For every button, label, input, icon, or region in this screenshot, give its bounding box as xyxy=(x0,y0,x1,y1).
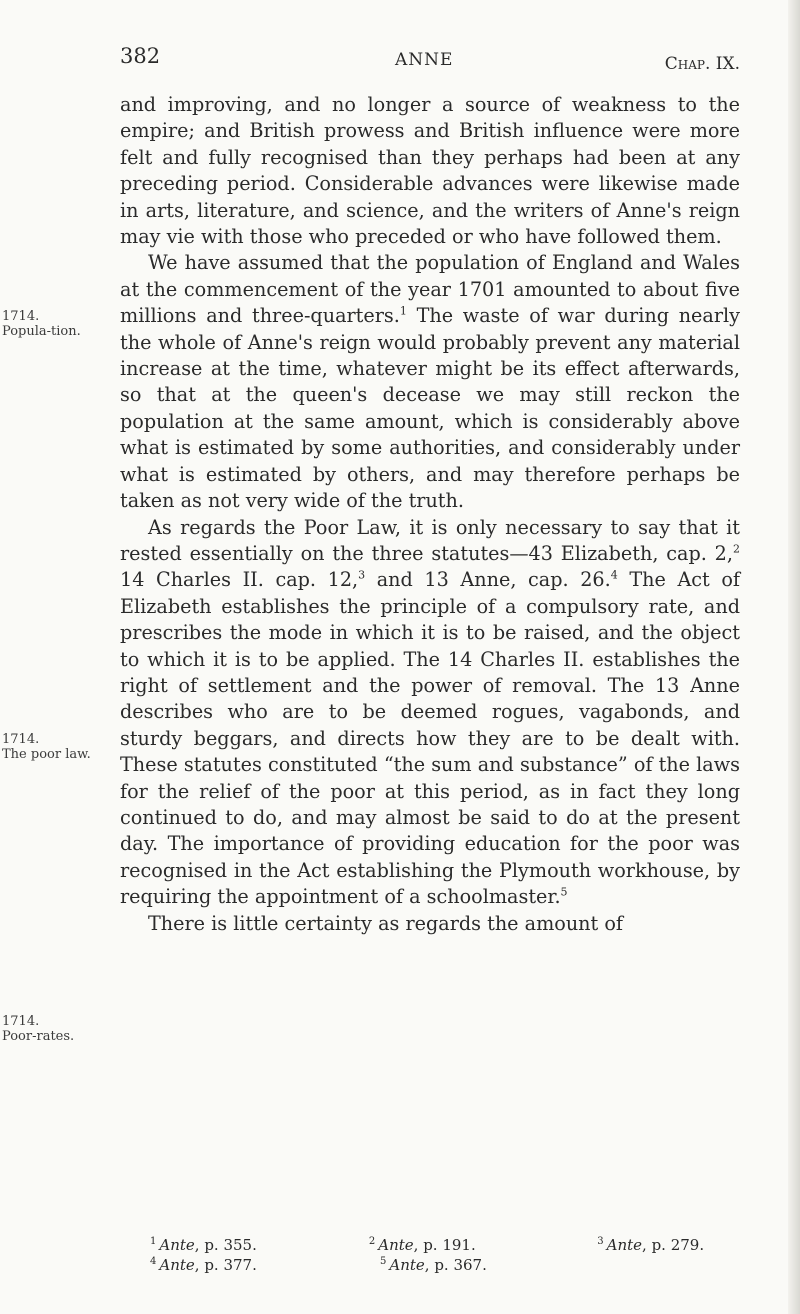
footnote-row xyxy=(120,1255,740,1275)
footnote-source: Ante xyxy=(159,1256,195,1274)
running-title: ANNE xyxy=(395,50,454,70)
footnote-page: , p. 279. xyxy=(642,1236,705,1254)
footnotes xyxy=(120,1235,740,1275)
margin-note-population xyxy=(2,309,102,339)
paragraph-2 xyxy=(120,250,740,514)
paragraph-3-text-b: 14 Charles II. cap. 12, xyxy=(120,568,359,592)
footnote-page: , p. 355. xyxy=(194,1236,257,1254)
footnote-source: Ante xyxy=(378,1236,414,1254)
footnote-mark: 2 xyxy=(368,1236,376,1247)
chapter-label: Chap. IX. xyxy=(664,54,740,74)
footnote-page: , p. 191. xyxy=(413,1236,476,1254)
footnote-page: , p. 367. xyxy=(424,1256,487,1274)
footnote-5 xyxy=(380,1255,620,1275)
footnote-4 xyxy=(120,1255,380,1275)
footnote-mark: 1 xyxy=(150,1236,157,1247)
page-header xyxy=(120,44,740,78)
footnote-source: Ante xyxy=(389,1256,425,1274)
footnote-mark: 4 xyxy=(150,1256,157,1267)
paragraph-2-text-a: We have assumed that the population of England and Wales at the commencement of the year 1701 amounted to about five millions and three-quarters. xyxy=(120,251,740,328)
footnote-ref-4: 4 xyxy=(610,568,618,582)
margin-note-year: 1714. xyxy=(2,309,40,324)
margin-note-year: 1714. xyxy=(2,1014,40,1029)
margin-note-topic: The poor law. xyxy=(2,747,91,762)
paragraph-4: There is little certainty as regards the amount of xyxy=(148,911,623,935)
paragraph-2-text-b: The waste of war during nearly the whole of Anne's reign would probably prevent any material increase at the time, whatever might be its effect afterwards, so that at the queen's decease we may still reckon the population at the same amount, which is considerably above what is estimated by some authorities, and considerably under what is estimated by others, and may therefore perhaps be taken as not very wide of the truth. xyxy=(120,304,740,513)
body-text xyxy=(120,92,740,937)
footnote-page: , p. 377. xyxy=(194,1256,257,1274)
margin-note-topic: Popula-tion. xyxy=(2,324,81,339)
paragraph-3-text-a: As regards the Poor Law, it is only necessary to say that it rested essentially on the three statutes—43 Elizabeth, cap. 2, xyxy=(120,515,740,565)
paragraph-3 xyxy=(120,515,740,911)
margin-note-poor-rates xyxy=(2,1014,102,1044)
margin-note-year: 1714. xyxy=(2,732,40,747)
footnote-ref-1: 1 xyxy=(399,304,407,318)
footnote-mark: 3 xyxy=(597,1236,604,1247)
margin-note-poor-law xyxy=(2,732,102,762)
footnote-ref-3: 3 xyxy=(358,568,366,582)
paragraph-3-text-c: and 13 Anne, cap. 26. xyxy=(365,568,611,592)
footnote-source: Ante xyxy=(606,1236,643,1254)
footnote-2 xyxy=(369,1235,597,1255)
footnote-source: Ante xyxy=(159,1236,195,1254)
margin-note-topic: Poor-rates. xyxy=(2,1029,75,1044)
paragraph-1: and improving, and no longer a source of weakness to the empire; and British prowess and British influence were more felt and fully recognised than they perhaps had been at any preceding period. Considerable advances were likewise made in arts, literature, and science, and the writers of Anne's reign may vie with those who preceded or who have followed them. xyxy=(120,93,740,249)
footnote-mark: 5 xyxy=(380,1256,387,1267)
footnote-row xyxy=(120,1235,740,1255)
footnote-1 xyxy=(120,1235,369,1255)
footnote-ref-2: 2 xyxy=(733,542,740,556)
page-number: 382 xyxy=(120,44,161,68)
page-edge xyxy=(788,0,800,1314)
paragraph-3-text-d: The Act of Elizabeth establishes the principle of a compulsory rate, and prescribes the mode in which it is to be raised, and the object to which it is to be applied. The 14 Charles II. establishes the right of settlement and the power of removal. The 13 Anne describes who are to be deemed rogues, vagabonds, and sturdy beggars, and directs how they are to be dealt with. These statutes constituted “the sum and substance” of the laws for the relief of the poor at this period, as in fact they long continued to do, and may almost be said to do at the present day. The importance of providing education for the poor was recognised in the Act establishing the Plymouth workhouse, by requiring the appointment of a schoolmaster. xyxy=(120,568,741,909)
footnote-3 xyxy=(597,1235,740,1255)
footnote-ref-5: 5 xyxy=(560,885,568,899)
